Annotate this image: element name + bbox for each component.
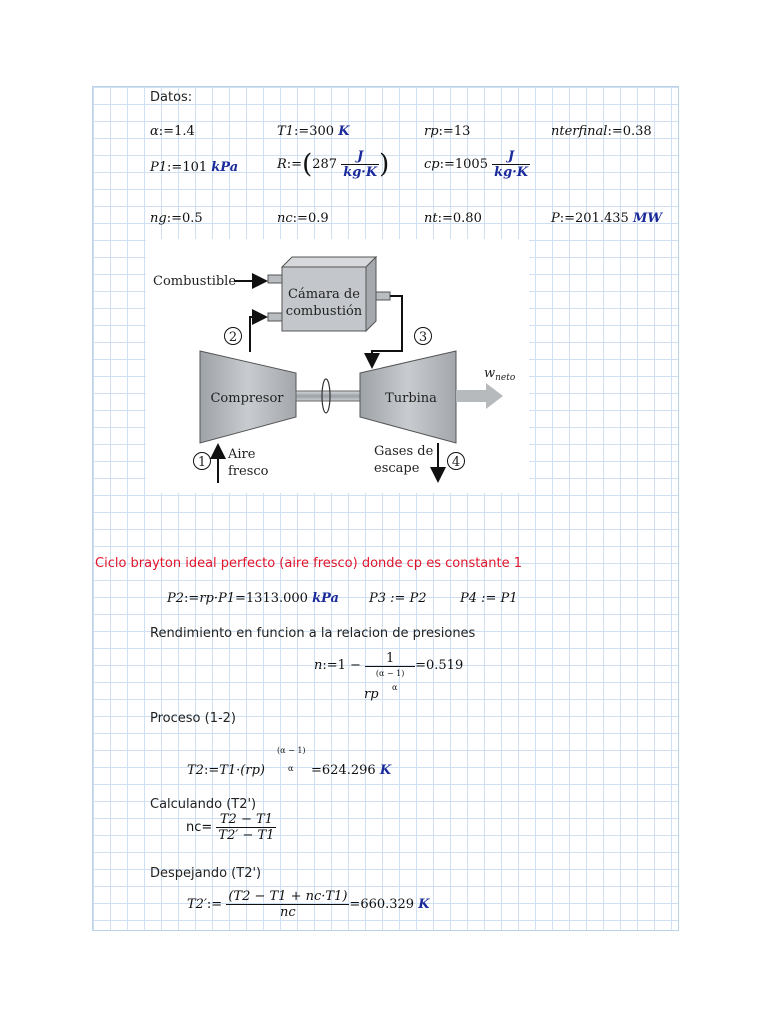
t1-definition[interactable] bbox=[277, 124, 350, 139]
nt-symbol: nt bbox=[424, 211, 438, 226]
svg-text:3: 3 bbox=[418, 330, 428, 345]
datos-label: Datos: bbox=[150, 90, 193, 105]
despejando-label: Despejando (T2') bbox=[150, 866, 262, 881]
left-paren: ( bbox=[302, 149, 313, 180]
n-value: 0.519 bbox=[426, 658, 464, 673]
nc-value: 0.9 bbox=[307, 211, 329, 226]
n-symbol: n bbox=[314, 658, 323, 673]
cp-definition[interactable] bbox=[424, 149, 530, 180]
n-expression[interactable] bbox=[314, 651, 463, 680]
compresor-label: Compresor bbox=[210, 391, 284, 406]
t2-exponent-numerator: (α − 1) bbox=[277, 746, 306, 755]
rp-value: 13 bbox=[453, 124, 471, 139]
work-output-arrow bbox=[456, 383, 503, 409]
equals-op: = bbox=[235, 591, 246, 606]
nterfinal-definition[interactable] bbox=[551, 124, 652, 139]
t2-expression[interactable] bbox=[187, 763, 265, 778]
escape-label: escape bbox=[374, 461, 420, 476]
p-value: 201.435 bbox=[575, 211, 629, 226]
assign-op: := bbox=[203, 763, 220, 778]
cp-unit-fraction: $\frac{J}{kg\cdot K}$ bbox=[494, 149, 529, 180]
assign-op: := bbox=[293, 124, 310, 139]
rendimiento-label: Rendimiento en funcion a la relacion de presiones bbox=[150, 626, 476, 641]
assign-op: := bbox=[166, 211, 182, 226]
cp-value: 1005 bbox=[454, 157, 488, 172]
diagram-svg bbox=[146, 239, 529, 493]
shaft bbox=[296, 391, 360, 401]
p2-unit: kPa bbox=[312, 591, 339, 606]
p2-rhs: rp·P1 bbox=[199, 591, 235, 606]
p2-value: 1313.000 bbox=[245, 591, 308, 606]
p3-expression[interactable]: P3 := P2 bbox=[369, 591, 427, 606]
nc-symbol: nc bbox=[277, 211, 293, 226]
p4-expression[interactable]: P4 := P1 bbox=[460, 591, 518, 606]
aire-label: Aire bbox=[228, 447, 256, 462]
nc-equation[interactable] bbox=[186, 812, 276, 843]
t2-unit: K bbox=[379, 763, 392, 778]
state-1-marker bbox=[194, 453, 211, 471]
r-definition[interactable] bbox=[277, 149, 389, 180]
svg-text:1: 1 bbox=[197, 455, 207, 470]
p-unit: MW bbox=[632, 211, 662, 226]
t2-exponent-alpha: α bbox=[288, 764, 294, 773]
p1-unit: kPa bbox=[211, 160, 239, 175]
p2-expression[interactable] bbox=[167, 591, 339, 606]
nt-definition[interactable] bbox=[424, 211, 482, 226]
assign-op: := bbox=[286, 157, 303, 172]
alpha-symbol: α bbox=[150, 124, 159, 139]
nc-equation-lhs: nc= bbox=[186, 820, 213, 835]
calculando-label: Calculando (T2') bbox=[150, 797, 257, 812]
gases-label: Gases de bbox=[374, 444, 434, 459]
t2prime-fraction: $\frac{(T2 - T1 + nc\cdot T1)}{nc}$ bbox=[228, 889, 348, 920]
combustion-label: combustión bbox=[285, 304, 363, 319]
state-4-marker bbox=[448, 453, 465, 471]
assign-op: := bbox=[559, 211, 576, 226]
equals-op: = bbox=[311, 763, 322, 778]
t2-value: 624.296 bbox=[321, 763, 376, 778]
p2-symbol: P2 bbox=[167, 591, 185, 606]
alpha-value: 1.4 bbox=[174, 124, 195, 139]
w-label: $w_{neto}$ bbox=[484, 366, 516, 383]
n-exponent-alpha: α bbox=[392, 683, 398, 692]
assign-op: := bbox=[607, 124, 623, 139]
p1-definition[interactable] bbox=[150, 160, 238, 175]
nterfinal-value: 0.38 bbox=[622, 124, 652, 139]
equals-op: = bbox=[349, 897, 361, 912]
alpha-definition[interactable] bbox=[150, 124, 195, 139]
state-2-marker bbox=[225, 328, 242, 346]
combustion-chamber bbox=[268, 257, 390, 331]
proceso-label: Proceso (1-2) bbox=[150, 711, 237, 726]
gas-turbine-diagram bbox=[146, 239, 529, 493]
p1-symbol: P1 bbox=[150, 160, 168, 175]
assign-op: := bbox=[167, 160, 183, 175]
p-symbol: P bbox=[551, 211, 560, 226]
assign-op: := bbox=[322, 658, 338, 673]
ng-symbol: ng bbox=[150, 211, 167, 226]
r-value: 287 bbox=[312, 157, 338, 172]
t2prime-expression[interactable] bbox=[187, 889, 430, 920]
p-definition[interactable] bbox=[551, 211, 662, 226]
pipe-2 bbox=[250, 317, 264, 352]
t2prime-unit: K bbox=[418, 897, 430, 912]
r-unit-fraction: $\frac{J}{kg\cdot K}$ bbox=[343, 149, 378, 180]
svg-text:2: 2 bbox=[228, 330, 238, 345]
r-symbol: R bbox=[277, 157, 287, 172]
nc-fraction: $\frac{T2 - T1}{T2' - T1}$ bbox=[218, 812, 275, 843]
assign-op: := bbox=[206, 897, 223, 912]
t2-result bbox=[311, 763, 391, 778]
nt-value: 0.80 bbox=[452, 211, 482, 226]
t2-rhs: T1·(rp) bbox=[219, 763, 265, 778]
t2prime-symbol: T2′ bbox=[187, 897, 207, 912]
p1-value: 101 bbox=[182, 160, 208, 175]
ng-definition[interactable] bbox=[150, 211, 203, 226]
compressor bbox=[200, 351, 296, 443]
right-paren: ) bbox=[379, 149, 390, 180]
assign-op: := bbox=[438, 124, 454, 139]
state-3-marker bbox=[415, 328, 432, 346]
assign-op: := bbox=[184, 591, 200, 606]
t2prime-value: 660.329 bbox=[360, 897, 415, 912]
t1-unit: K bbox=[338, 124, 350, 139]
rp-definition[interactable] bbox=[424, 124, 470, 139]
ng-value: 0.5 bbox=[181, 211, 203, 226]
assign-op: := bbox=[292, 211, 308, 226]
n-fraction: $\frac{1}{(\alpha - 1)}$ bbox=[365, 651, 415, 680]
assign-op: := bbox=[437, 211, 453, 226]
fresco-label: fresco bbox=[228, 464, 269, 479]
t2-symbol: T2 bbox=[187, 763, 204, 778]
assign-op: := bbox=[158, 124, 175, 139]
camara-label: Cámara de bbox=[288, 287, 360, 302]
t1-value: 300 bbox=[309, 124, 335, 139]
svg-text:4: 4 bbox=[451, 455, 461, 470]
nterfinal-symbol: nterfinal bbox=[551, 124, 608, 139]
turbine bbox=[360, 351, 456, 443]
t1-symbol: T1 bbox=[277, 124, 294, 139]
turbina-label: Turbina bbox=[385, 391, 437, 406]
cp-symbol: cp bbox=[424, 157, 440, 172]
section-heading: Ciclo brayton ideal perfecto (aire fresco) donde cp es constante 1 bbox=[95, 556, 523, 571]
nc-definition[interactable] bbox=[277, 211, 329, 226]
assign-op: := bbox=[439, 157, 455, 172]
rp-symbol: rp bbox=[424, 124, 439, 139]
equals-op: = bbox=[415, 658, 426, 673]
n-one-minus: 1 − bbox=[337, 658, 361, 673]
combustible-label: Combustible bbox=[153, 274, 237, 289]
n-denominator-base: rp bbox=[364, 687, 379, 702]
